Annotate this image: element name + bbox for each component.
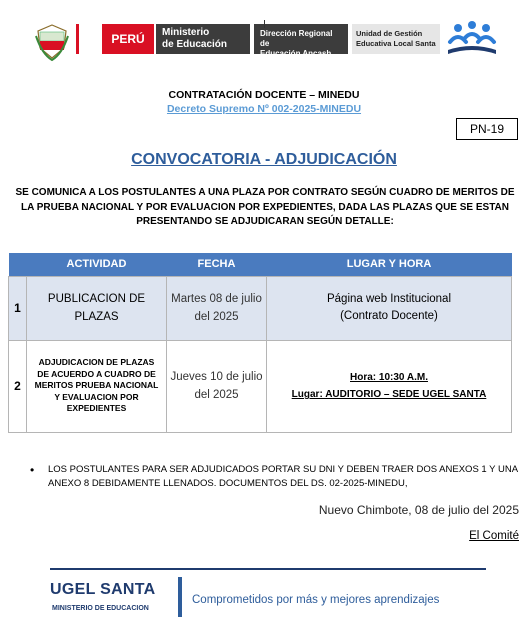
ministerio-line-2: de Educación (162, 39, 228, 50)
ugel-line-2: Educativa Local Santa (356, 39, 436, 48)
footer-slogan: Comprometidos por más y mejores aprendizajes (192, 594, 440, 606)
footer-accent-bar (178, 577, 182, 617)
header-actividad: ACTIVIDAD (27, 253, 167, 276)
place-date: Nuevo Chimbote, 08 de julio del 2025 (318, 503, 519, 517)
lugar-line-1: Página web Institucional (326, 293, 452, 305)
row-actividad: ADJUDICACION DE PLAZAS DE ACUERDO A CUADRO DE MERITOS PRUEBA NACIONAL Y EVALUACION POR EXPEDIENTES (27, 340, 167, 432)
header-num (9, 253, 27, 276)
doc-subtitle: CONTRATACIÓN DOCENTE – MINEDU (168, 89, 360, 101)
footer-ugel-name: UGEL SANTA (50, 581, 156, 598)
ministerio-label (156, 24, 250, 54)
row-fecha: Martes 08 de julio del 2025 (167, 276, 267, 340)
table-row (9, 340, 512, 432)
lugar-line-2: (Contrato Docente) (340, 310, 438, 322)
ministerio-line-1: Ministerio (162, 27, 210, 38)
document-code: PN-19 (456, 118, 518, 140)
peru-crest-icon (32, 22, 72, 62)
lugar-hora: Hora: 10:30 A.M. (350, 372, 428, 383)
dre-line-2: Educación Ancash (260, 49, 332, 58)
decree-link[interactable]: Decreto Supremo Nº 002-2025-MINEDU (166, 103, 362, 115)
table-header-row (9, 253, 512, 276)
table-row (9, 276, 512, 340)
dre-label (254, 24, 348, 58)
row-lugar (267, 276, 512, 340)
signature-comite: El Comité (469, 530, 519, 542)
peru-label: PERÚ (102, 24, 154, 54)
dre-line-1: Dirección Regional de (260, 29, 333, 48)
page-title: CONVOCATORIA - ADJUDICACIÓN (131, 151, 397, 168)
divider-tick (264, 20, 265, 28)
intro-paragraph: SE COMUNICA A LOS POSTULANTES A UNA PLAZA POR CONTRATO SEGÚN CUADRO DE MERITOS DE LA PRUEBA NACIONAL Y POR EVALUACION POR EXPEDIENTES, DADA LAS PLAZAS QUE SE ESTAN PRESENTANDO SE ADJUDICARAN SEGÚN DETALLE: (15, 187, 515, 227)
footer-divider (50, 568, 486, 570)
flag-stripe (76, 24, 102, 54)
row-lugar (267, 340, 512, 432)
header-banner (28, 20, 502, 64)
footer-ministry: MINISTERIO DE EDUCACION (52, 605, 149, 612)
requirements-note: • LOS POSTULANTES PARA SER ADJUDICADOS PORTAR SU DNI Y DEBEN TRAER DOS ANEXOS 1 Y UNA ANEXO 8 DEBIDAMENTE LLENADOS. DOCUMENTOS DEL DS. 02-2025-MINEDU, (30, 463, 522, 491)
ugel-label (352, 24, 440, 54)
ugel-line-1: Unidad de Gestión (356, 29, 423, 38)
row-fecha: Jueves 10 de julio del 2025 (167, 340, 267, 432)
row-number: 1 (9, 276, 27, 340)
row-actividad: PUBLICACION DE PLAZAS (27, 276, 167, 340)
lugar-sede: Lugar: AUDITORIO – SEDE UGEL SANTA (291, 389, 487, 400)
header-lugar: LUGAR Y HORA (267, 253, 512, 276)
ugel-people-logo-icon (444, 20, 500, 60)
schedule-table (8, 253, 512, 433)
header-fecha: FECHA (167, 253, 267, 276)
row-number: 2 (9, 340, 27, 432)
